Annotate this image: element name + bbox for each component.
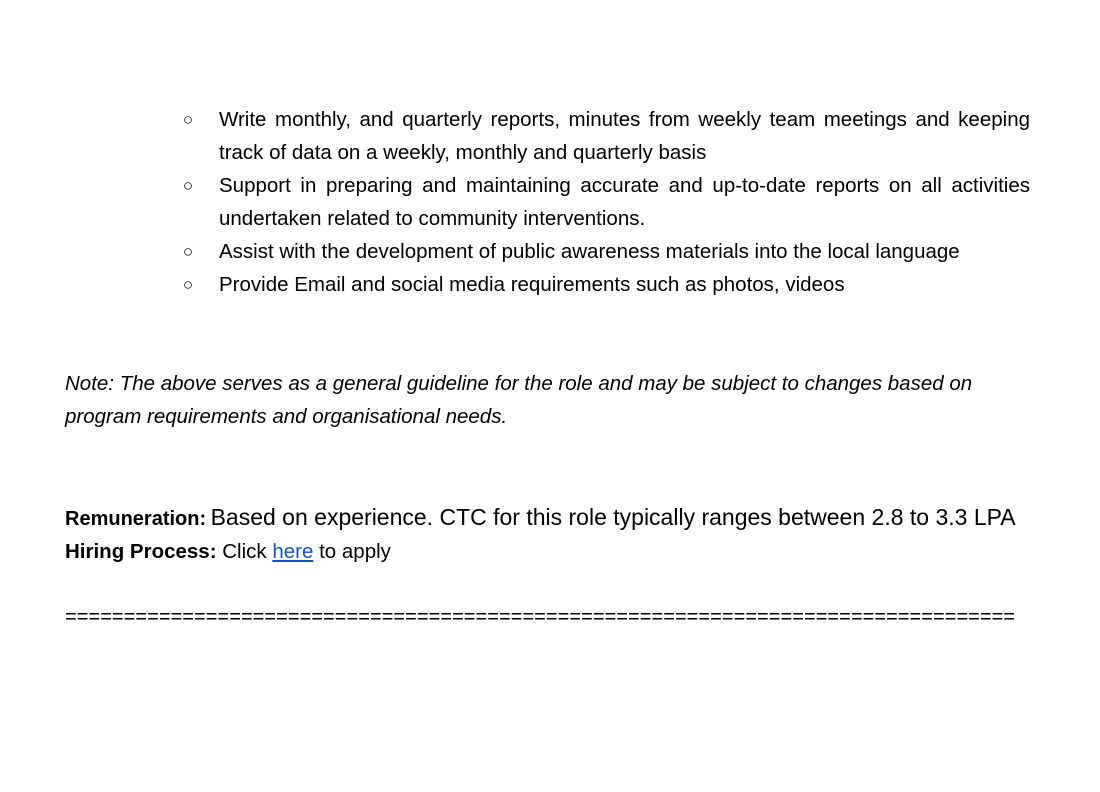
list-item-text: Provide Email and social media requirements such as photos, videos	[219, 273, 845, 296]
list-item	[180, 235, 1030, 268]
list-item	[180, 268, 1030, 301]
list-item	[180, 169, 1030, 235]
circle-bullet-icon: ○	[182, 242, 194, 261]
list-item	[180, 103, 1030, 169]
list-item-text: Assist with the development of public awareness materials into the local language	[219, 240, 960, 263]
remuneration-value: Based on experience. CTC for this role typically ranges between 2.8 to 3.3 LPA	[210, 504, 1016, 530]
list-item-text: Support in preparing and maintaining accurate and up-to-date reports on all activities undertaken related to community interventions.	[219, 174, 1030, 230]
hiring-process-label: Hiring Process:	[65, 540, 217, 563]
divider-line: =================================================================================	[65, 606, 1016, 628]
hiring-process-suffix: to apply	[319, 540, 391, 563]
hiring-process-prefix: Click	[222, 540, 267, 563]
list-item-text: Write monthly, and quarterly reports, minutes from weekly team meetings and keeping track of data on a weekly, monthly and quarterly basis	[219, 108, 1030, 164]
remuneration-label: Remuneration:	[65, 508, 207, 530]
circle-bullet-icon: ○	[182, 176, 194, 195]
circle-bullet-icon: ○	[182, 275, 194, 294]
apply-link[interactable]: here	[272, 540, 314, 563]
circle-bullet-icon: ○	[182, 110, 194, 129]
remuneration-line	[65, 500, 1045, 538]
note-paragraph: Note: The above serves as a general guideline for the role and may be subject to changes based on program requirements and organisational needs.	[65, 372, 973, 428]
responsibilities-list	[180, 103, 1030, 301]
hiring-process-line	[65, 536, 391, 568]
